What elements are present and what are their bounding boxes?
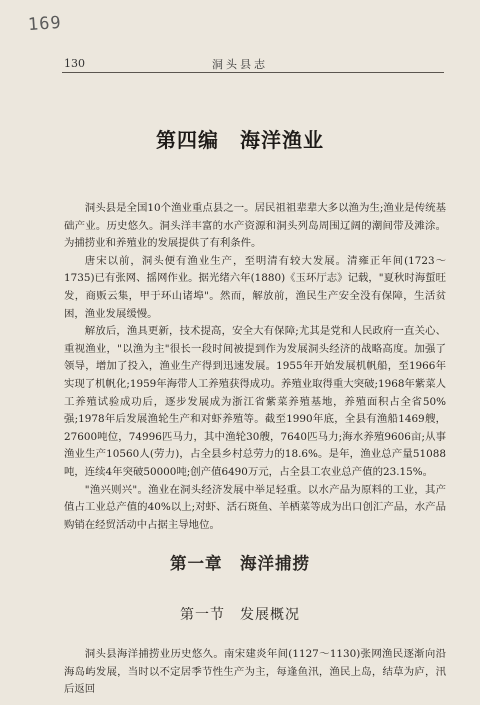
running-header-title: 洞头县志 xyxy=(212,58,268,71)
handwritten-page-mark: 169 xyxy=(27,12,63,36)
page-number: 130 xyxy=(64,57,85,70)
part-title: 第四编 海洋渔业 xyxy=(156,128,324,152)
section-paragraph-1: 洞头县海洋捕捞业历史悠久。南宋建炎年间(1127～1130)张网渔民逐渐向沿海岛屿发展，当时以不定居季节性生产为主，每逢鱼汛，渔民上岛，结草为庐，汛后返回 xyxy=(64,648,446,696)
intro-paragraph-4: "渔兴则兴"。渔业在洞头经济发展中举足轻重。以水产品为原料的工业，其产值占工业总产值的40%以上;对虾、活石斑鱼、羊栖菜等成为出口创汇产品，水产品购销在经贸活动中占据主导地位。 xyxy=(64,483,446,531)
intro-text xyxy=(64,200,446,534)
intro-paragraph-2: 唐宋以前，洞头便有渔业生产，至明清有较大发展。清雍正年间(1723～1735)已有张网、摇网作业。据光绪六年(1880)《玉环厅志》记载，"夏秋时海蜇旺发，商贩云集，甲于环山诸埠"。然而，解放前，渔民生产安全没有保障，生活贫困，渔业发展缓慢。 xyxy=(64,254,446,320)
chapter-title: 第一章 海洋捕捞 xyxy=(170,554,310,573)
section-title: 第一节 发展概况 xyxy=(180,607,300,623)
intro-paragraph-1: 洞头县是全国10个渔业重点县之一。居民祖祖辈辈大多以渔为生;渔业是传统基础产业。历史悠久。洞头洋丰富的水产资源和洞头列岛周围辽阔的潮间带及滩涂。为捕捞业和养殖业的发展提供了有利条件。 xyxy=(64,202,446,250)
intro-paragraph-3: 解放后，渔具更新，技术提高，安全大有保障;尤其是党和人民政府一直关心、重视渔业，"以渔为主"很长一段时间被提到作为发展洞头经济的战略高度。加强了领导，增加了投入，渔业生产得到迅速发展。1955年开始发展机帆船，至1966年实现了机帆化;1959年海带人工养殖获得成功。养殖业取得重大突破;1968年紫菜人工养殖试验成功后，逐步发展成为浙江省紫菜养殖基地，养殖面积占全省50%强;1978年后发展渔轮生产和对虾养殖等。截至1990年底，全县有渔船1469艘，27600吨位，74996匹马力，其中渔轮30艘，7640匹马力;海水养殖9606亩;从事渔业生产10560人(劳力)，占全县乡村总劳力的18.6%。是年，渔业总产量51088吨，连续4年突破50000吨;创产值6490万元，占全县工农业总产值的23.15%。 xyxy=(64,325,446,478)
section-text xyxy=(64,646,446,699)
header-divider xyxy=(62,72,444,73)
